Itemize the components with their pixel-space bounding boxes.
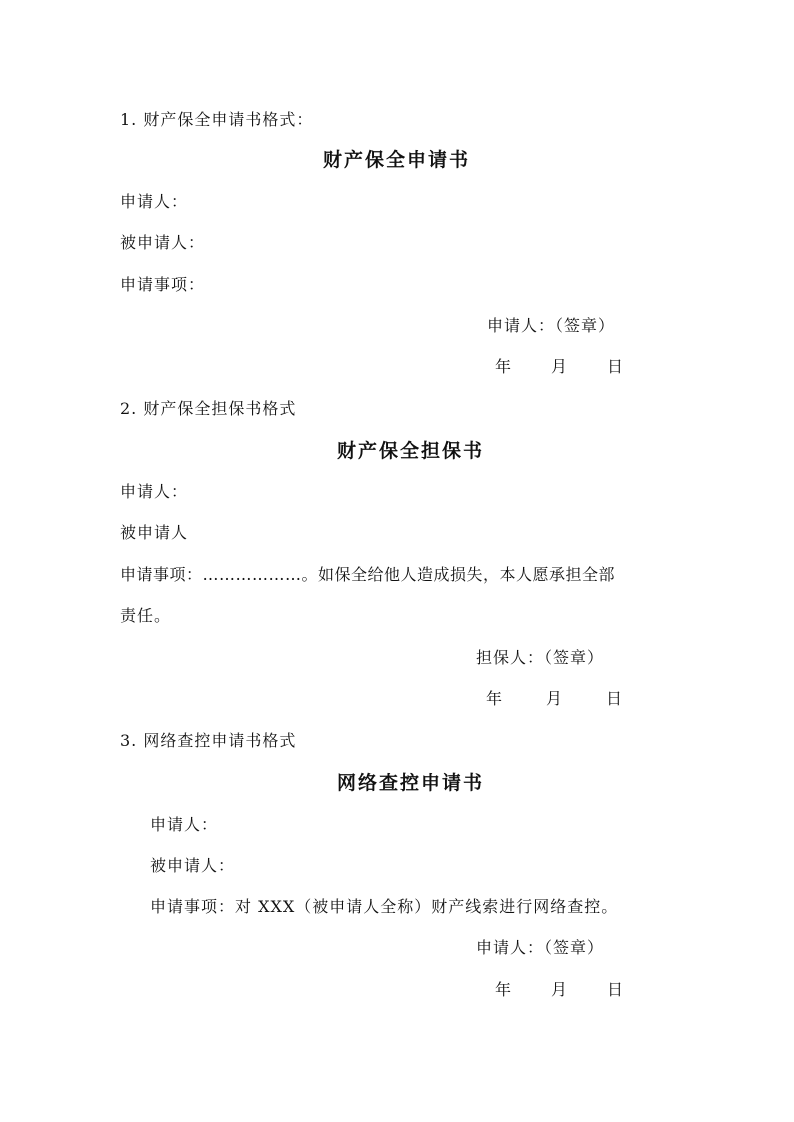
section-3-date-year: 年	[495, 980, 512, 999]
section-2-date-month: 月	[546, 689, 563, 708]
section-2-date-day: 日	[606, 689, 623, 708]
section-2-matter-line2: 责任。	[120, 606, 172, 625]
section-1-applicant: 申请人：	[120, 192, 189, 211]
section-2-signature: 担保人：（签章）	[476, 648, 605, 667]
section-2-title: 财产保全担保书	[337, 440, 485, 462]
section-3-title: 网络查控申请书	[337, 772, 485, 794]
section-1-date-month: 月	[551, 357, 568, 376]
section-2-matter-line1: 申请事项：………………。如保全给他人造成损失，本人愿承担全部	[120, 565, 616, 584]
section-3-matter: 申请事项：对 XXX（被申请人全称）财产线索进行网络查控。	[150, 897, 619, 916]
section-1-heading: 1. 财产保全申请书格式：	[120, 110, 314, 129]
section-1-matter: 申请事项：	[120, 275, 206, 294]
section-2-respondent: 被申请人	[120, 523, 189, 542]
section-2-applicant: 申请人：	[120, 482, 189, 501]
section-3-date-day: 日	[607, 980, 624, 999]
section-1-signature: 申请人：（签章）	[487, 316, 616, 335]
section-3-signature: 申请人：（签章）	[476, 938, 605, 957]
section-3-heading: 3. 网络查控申请书格式	[120, 731, 297, 750]
section-1-date-day: 日	[607, 357, 624, 376]
section-3-respondent: 被申请人：	[150, 856, 236, 875]
section-1-date-year: 年	[495, 357, 512, 376]
section-3-applicant: 申请人：	[150, 815, 219, 834]
section-2-heading: 2. 财产保全担保书格式	[120, 399, 297, 418]
section-1-title: 财产保全申请书	[323, 149, 471, 171]
section-3-date-month: 月	[551, 980, 568, 999]
section-2-date-year: 年	[486, 689, 503, 708]
section-1-respondent: 被申请人：	[120, 233, 206, 252]
